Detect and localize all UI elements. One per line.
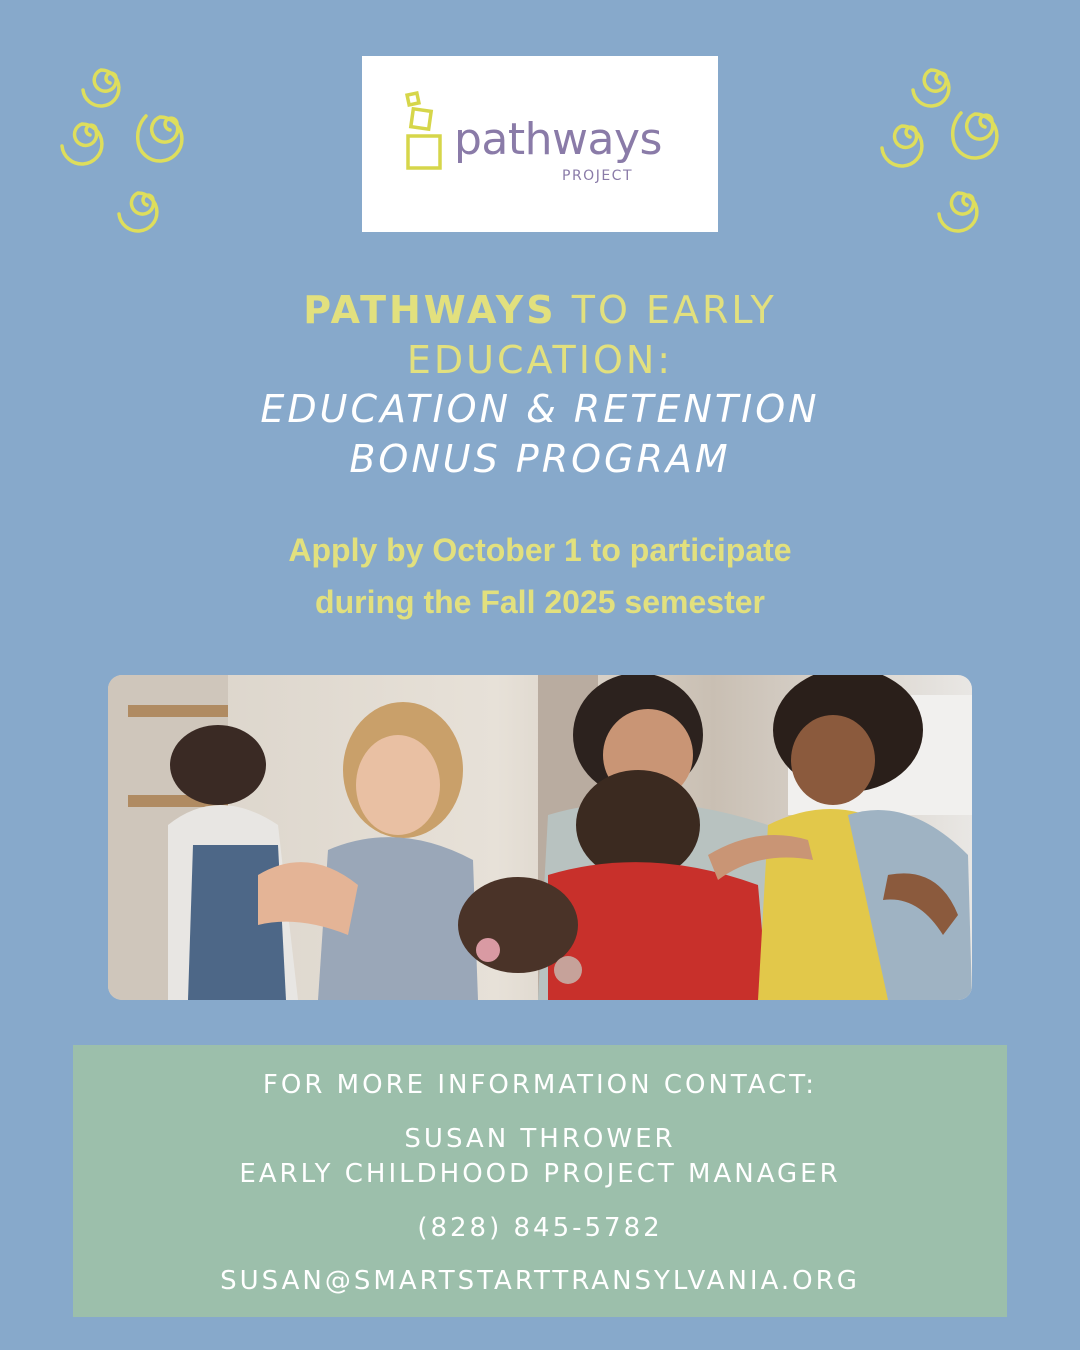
headline-rest: TO EARLY [556,288,777,332]
logo-wordmark: pathways [454,114,662,165]
apply-line-1: Apply by October 1 to participate [288,532,792,568]
headline-strong: PATHWAYS [303,288,557,332]
pathways-logo [362,56,718,232]
swirl-decoration-right [875,55,1025,235]
stacked-blocks-icon [404,90,446,176]
contact-email[interactable]: SUSAN@SMARTSTARTTRANSYLVANIA.ORG [220,1266,860,1296]
apply-line-2: during the Fall 2025 semester [315,584,765,620]
contact-heading: FOR MORE INFORMATION CONTACT: [262,1070,818,1100]
headline-line-4: BONUS PROGRAM [349,437,731,481]
contact-phone[interactable]: (828) 845-5782 [417,1213,663,1243]
swirl-icon [875,55,1025,235]
headline-line-1 [0,284,1080,336]
headline-line-3: EDUCATION & RETENTION [260,387,820,431]
contact-panel [73,1045,1007,1317]
headline-line-2: EDUCATION: [406,338,674,382]
swirl-decoration-left [55,55,205,235]
contact-name: SUSAN THROWER [404,1124,676,1154]
logo-subtitle: PROJECT [562,168,633,184]
contact-title: EARLY CHILDHOOD PROJECT MANAGER [239,1159,841,1189]
group-hug-photo [108,675,972,1000]
swirl-icon [55,55,205,235]
